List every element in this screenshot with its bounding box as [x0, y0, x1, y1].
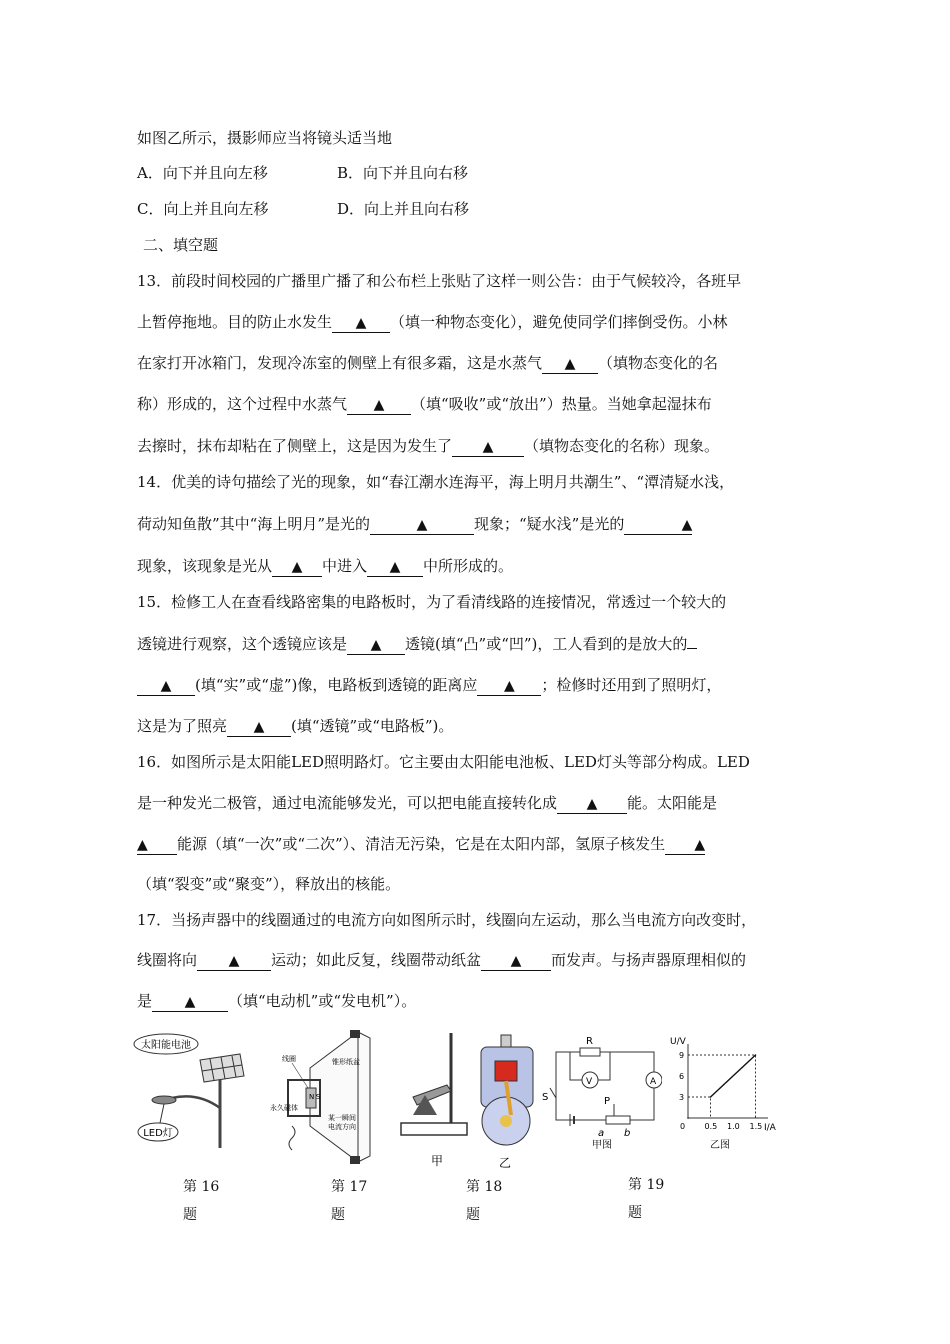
q13-line1: 13．前段时间校园的广播里广播了和公布栏上张贴了这样一则公告：由于气候较冷，各班早 — [137, 272, 742, 290]
q17-line2: 线圈将向 ▲ 运动；如此反复，线圈带动纸盆 ▲ 而发声。与扬声器原理相似的 — [137, 951, 747, 969]
figure-16-solar-lamp — [128, 1030, 248, 1150]
rheostat-icon — [606, 1116, 630, 1124]
q17-line1: 17．当扬声器中的线圈通过的电流方向如图所示时，线圈向左运动，那么当电流方向改变时， — [137, 911, 757, 929]
answer-blank: ▲ — [681, 517, 693, 533]
q15-line2: 透镜进行观察，这个透镜应该是 ▲ 透镜(填“凸”或“凹”)，工人看到的是放大的 — [137, 634, 697, 655]
label-b-end: b — [624, 1128, 631, 1139]
q14-line1: 14．优美的诗句描绘了光的现象，如“春江潮水连海平，海上明月共潮生”、“潭清疑水浅， — [137, 473, 735, 491]
figure-18-experiment — [395, 1025, 555, 1175]
answer-blank: ▲ — [184, 994, 196, 1010]
label-current-1: 某一瞬间 — [328, 1114, 356, 1122]
q12-stem-tail: 如图乙所示，摄影师应当将镜头适当地 — [137, 129, 393, 147]
answer-blank: ▲ — [694, 837, 706, 853]
solar-panel-icon — [200, 1054, 244, 1082]
q12-option-d: D．向上并且向右移 — [337, 200, 470, 218]
chart-ylabel: U/V — [670, 1037, 686, 1047]
label-jia-circuit: 甲图 — [592, 1140, 612, 1150]
answer-blank: ▲ — [291, 559, 303, 575]
q15-line1: 15．检修工人在查看线路密集的电路板时，为了看清线路的连接情况，常透过一个较大的 — [137, 593, 727, 611]
label-p: P — [604, 1096, 611, 1107]
lamp-head-icon — [152, 1096, 176, 1104]
label-current-2: 电流方向 — [328, 1123, 356, 1131]
chart-title: 乙图 — [710, 1140, 730, 1150]
figure-16-caption-suffix: 题 — [183, 1207, 197, 1223]
q15-line3: ▲ (填“实”或“虚”)像，电路板到透镜的距离应 ▲ ；检修时还用到了照明灯， — [137, 675, 721, 696]
label-a-end: a — [598, 1128, 605, 1139]
answer-blank: ▲ — [370, 637, 382, 653]
x-tick-label: 0 — [680, 1122, 686, 1131]
chart-xlabel: I/A — [764, 1123, 776, 1133]
figure-16-caption-number: 第 16 — [183, 1179, 220, 1195]
q16-line3: ▲ 能源（填“一次”或“二次”）、清洁无污染，它是在太阳内部，氢原子核发生 ▲ — [137, 835, 706, 853]
figure-18-caption-suffix: 题 — [466, 1207, 480, 1223]
data-point — [710, 1096, 712, 1098]
q13-line4: 称）形成的，这个过程中水蒸气 ▲ （填“吸收”或“放出”）热量。当她拿起湿抹布 — [137, 395, 712, 413]
data-point — [687, 1117, 689, 1119]
y-tick-label: 6 — [679, 1072, 685, 1081]
answer-blank: ▲ — [160, 678, 172, 694]
figure-17-caption-suffix: 题 — [331, 1207, 345, 1223]
answer-blank: ▲ — [373, 397, 385, 413]
label-r: R — [586, 1036, 593, 1047]
x-tick-label: 1.0 — [727, 1122, 740, 1131]
answer-blank: ▲ — [253, 719, 265, 735]
y-tick-label: 9 — [679, 1051, 685, 1060]
q16-line1: 16．如图所示是太阳能LED照明路灯。它主要由太阳能电池板、LED灯头等部分构成。LED — [137, 753, 750, 771]
y-tick-label: 3 — [679, 1093, 685, 1102]
answer-blank: ▲ — [228, 953, 240, 969]
section-title: 二、填空题 — [143, 236, 219, 254]
q13-line2: 上暂停拖地。目的防止水发生 ▲ （填一种物态变化），避免使同学们摔倒受伤。小林 — [137, 313, 728, 331]
label-cone: 锥形纸盆 — [332, 1058, 360, 1066]
label-s: S — [316, 1093, 321, 1101]
q13-line5: 去擦时，抹布却粘在了侧壁上，这是因为发生了 ▲ （填物态变化的名称）现象。 — [137, 437, 720, 455]
q16-line4: （填“裂变”或“聚变”），释放出的核能。 — [137, 875, 401, 893]
q17-line3: 是 ▲ （填“电动机”或“发电机”）。 — [137, 992, 417, 1010]
label-s: S — [542, 1092, 549, 1103]
label-v: V — [586, 1077, 593, 1087]
label-n: N — [309, 1093, 315, 1101]
figure-17-loudspeaker — [270, 1028, 380, 1166]
q14-line3: 现象，该现象是光从 ▲ 中进入 ▲ 中所形成的。 — [137, 557, 514, 575]
label-jia: 甲 — [431, 1154, 444, 1168]
engine-cylinder-icon — [481, 1035, 533, 1145]
q12-option-a: A．向下并且向左移 — [137, 164, 268, 182]
q13-line3: 在家打开冰箱门，发现冷冻室的侧壁上有很多霜，这是水蒸气 ▲ （填物态变化的名 — [137, 354, 719, 372]
x-tick-label: 0.5 — [704, 1122, 718, 1131]
answer-blank: ▲ — [564, 356, 576, 372]
q16-line2: 是一种发光二极管，通过电流能够发光，可以把电能直接转化成 ▲ 能。太阳能是 — [137, 794, 718, 812]
figure-18-caption-number: 第 18 — [466, 1179, 503, 1195]
q12-option-c: C．向上并且向左移 — [137, 200, 269, 218]
q15-line4: 这是为了照亮 ▲ (填“透镜”或“电路板”)。 — [137, 717, 454, 735]
answer-blank: ▲ — [389, 559, 401, 575]
figure-17-caption-number: 第 17 — [331, 1179, 368, 1195]
q12-option-b: B．向下并且向右移 — [337, 164, 469, 182]
figure-19-ui-chart — [668, 1034, 778, 1150]
figure-19-caption-number: 第 19 — [628, 1177, 665, 1193]
answer-blank: ▲ — [482, 439, 494, 455]
label-yi: 乙 — [499, 1156, 512, 1170]
answer-blank: ▲ — [586, 796, 598, 812]
answer-blank: ▲ — [416, 517, 428, 533]
answer-blank: ▲ — [355, 315, 367, 331]
label-coil: 线圈 — [282, 1055, 296, 1063]
label-led: LED灯 — [143, 1128, 173, 1139]
label-solar-panel: 太阳能电池 — [141, 1040, 191, 1051]
label-magnet: 永久磁体 — [270, 1104, 298, 1112]
q14-line2: 荷动知鱼散”其中“海上明月”是光的 ▲ 现象；“疑水浅”是光的 ▲ — [137, 515, 693, 533]
answer-blank: ▲ — [510, 953, 522, 969]
answer-blank: ▲ — [137, 837, 148, 853]
figure-19-caption-suffix: 题 — [628, 1205, 642, 1221]
test-tube-icon — [413, 1085, 451, 1105]
series-line — [711, 1055, 756, 1097]
resistor-icon — [580, 1048, 600, 1056]
figure-19-circuit — [542, 1032, 662, 1150]
x-tick-label: 1.5 — [749, 1122, 763, 1131]
answer-blank: ▲ — [504, 678, 515, 694]
stand-base-icon — [401, 1123, 467, 1135]
data-point — [755, 1054, 757, 1056]
label-a: A — [650, 1077, 657, 1087]
guide-line-mid — [688, 1097, 711, 1118]
